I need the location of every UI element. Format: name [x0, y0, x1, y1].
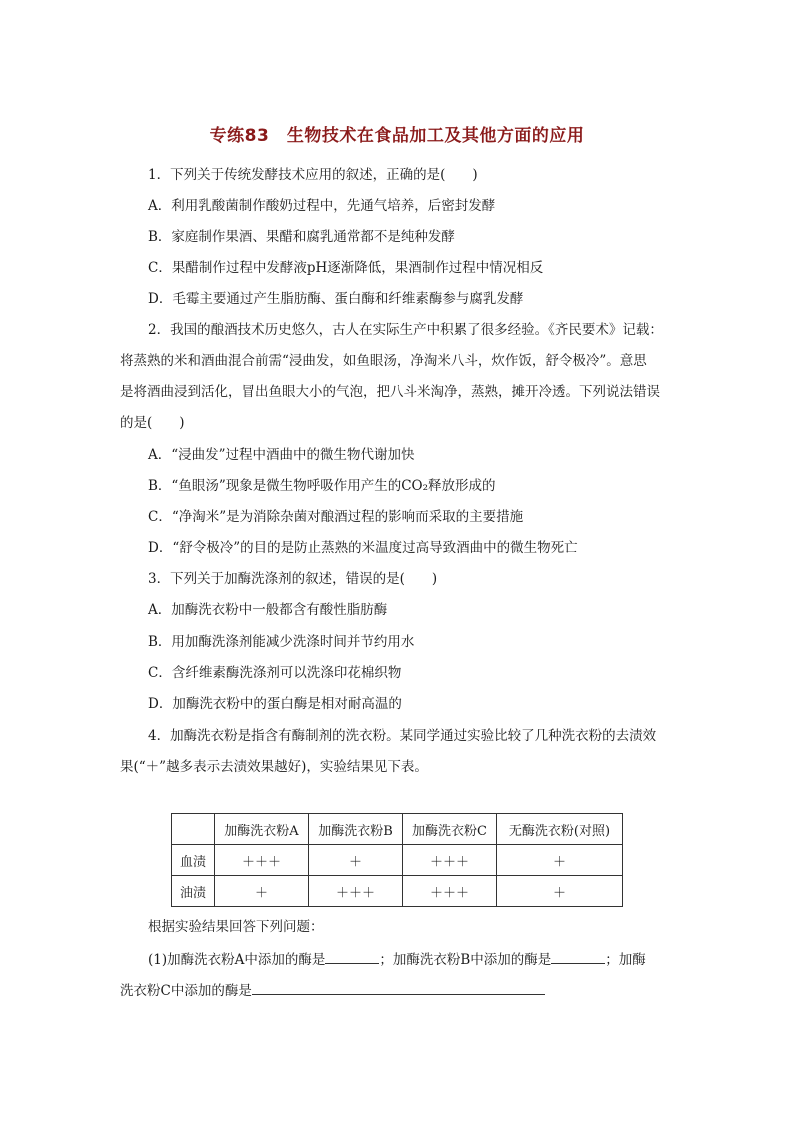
q4-sub1-text-d: 洗衣粉C中添加的酶是 [120, 983, 252, 999]
table-cell: ＋ [309, 845, 403, 876]
table-header-cell: 无酶洗衣粉(对照) [497, 814, 623, 845]
table-header-cell: 加酶洗衣粉C [403, 814, 497, 845]
q4-sub1-line-2 [120, 980, 545, 1000]
table-header-cell: 加酶洗衣粉B [309, 814, 403, 845]
q1-stem: 1．下列关于传统发酵技术应用的叙述，正确的是( ) [148, 167, 478, 183]
table-cell: ＋ [215, 876, 309, 907]
q1-option-b: B．家庭制作果酒、果醋和腐乳通常都不是纯种发酵 [148, 229, 455, 245]
q4-sub1-text-a: (1)加酶洗衣粉A中添加的酶是 [148, 952, 326, 968]
q4-after-table: 根据实验结果回答下列问题： [148, 919, 324, 935]
q2-stem-line-3: 是将酒曲浸到活化，冒出鱼眼大小的气泡，把八斗米淘净，蒸熟，摊开冷透。下列说法错误 [120, 384, 660, 400]
q2-stem-line-2: 将蒸熟的米和酒曲混合前需“浸曲发，如鱼眼汤，净淘米八斗，炊作饭，舒令极冷”。意思 [120, 353, 647, 369]
q4-sub1-line-1 [148, 949, 646, 969]
answer-blank[interactable] [252, 980, 545, 995]
page-title: 专练83 生物技术在食品加工及其他方面的应用 [209, 126, 585, 146]
q4-sub1-text-b: ；加酶洗衣粉B中添加的酶是 [379, 952, 552, 968]
table-cell: ＋＋＋ [403, 845, 497, 876]
q4-stem-line-1: 4．加酶洗衣粉是指含有酶制剂的洗衣粉。某同学通过实验比较了几种洗衣粉的去渍效 [148, 728, 657, 744]
q2-option-d: D．“舒令极冷”的目的是防止蒸熟的米温度过高导致酒曲中的微生物死亡 [148, 540, 578, 556]
q3-option-a: A．加酶洗衣粉中一般都含有酸性脂肪酶 [148, 602, 388, 618]
table-cell: ＋ [497, 845, 623, 876]
answer-blank[interactable] [325, 949, 379, 964]
table-header-cell: 加酶洗衣粉A [215, 814, 309, 845]
q4-stem-line-2: 果(“＋”越多表示去渍效果越好)，实验结果见下表。 [120, 759, 428, 775]
table-row [172, 876, 623, 907]
table-cell: ＋＋＋ [215, 845, 309, 876]
q2-option-a: A．“浸曲发”过程中酒曲中的微生物代谢加快 [148, 447, 415, 463]
q1-option-d: D．毛霉主要通过产生脂肪酶、蛋白酶和纤维素酶参与腐乳发酵 [148, 291, 524, 307]
q3-option-c: C．含纤维素酶洗涤剂可以洗涤印花棉织物 [148, 665, 402, 681]
table-row-label: 血渍 [172, 845, 215, 876]
answer-blank[interactable] [551, 949, 605, 964]
q2-stem-line-1: 2．我国的酿酒技术历史悠久，古人在实际生产中积累了很多经验。《齐民要术》记载： [148, 322, 663, 338]
table-header-row [172, 814, 623, 845]
q4-sub1-text-c: ；加酶 [605, 952, 646, 968]
table-cell: ＋＋＋ [309, 876, 403, 907]
table-row [172, 845, 623, 876]
table-header-cell [172, 814, 215, 845]
q2-option-b: B．“鱼眼汤”现象是微生物呼吸作用产生的CO₂释放形成的 [148, 478, 496, 494]
table-row-label: 油渍 [172, 876, 215, 907]
results-table [171, 813, 623, 907]
q1-option-a: A．利用乳酸菌制作酸奶过程中，先通气培养，后密封发酵 [148, 198, 496, 214]
q3-option-b: B．用加酶洗涤剂能减少洗涤时间并节约用水 [148, 634, 415, 650]
q3-option-d: D．加酶洗衣粉中的蛋白酶是相对耐高温的 [148, 696, 402, 712]
q1-option-c: C．果醋制作过程中发酵液pH逐渐降低，果酒制作过程中情况相反 [148, 260, 544, 276]
table-cell: ＋＋＋ [403, 876, 497, 907]
q2-option-c: C．“净淘米”是为消除杂菌对酿酒过程的影响而采取的主要措施 [148, 509, 524, 525]
table-cell: ＋ [497, 876, 623, 907]
q3-stem: 3．下列关于加酶洗涤剂的叙述，错误的是( ) [148, 571, 438, 587]
q2-stem-line-4: 的是( ) [120, 415, 185, 431]
